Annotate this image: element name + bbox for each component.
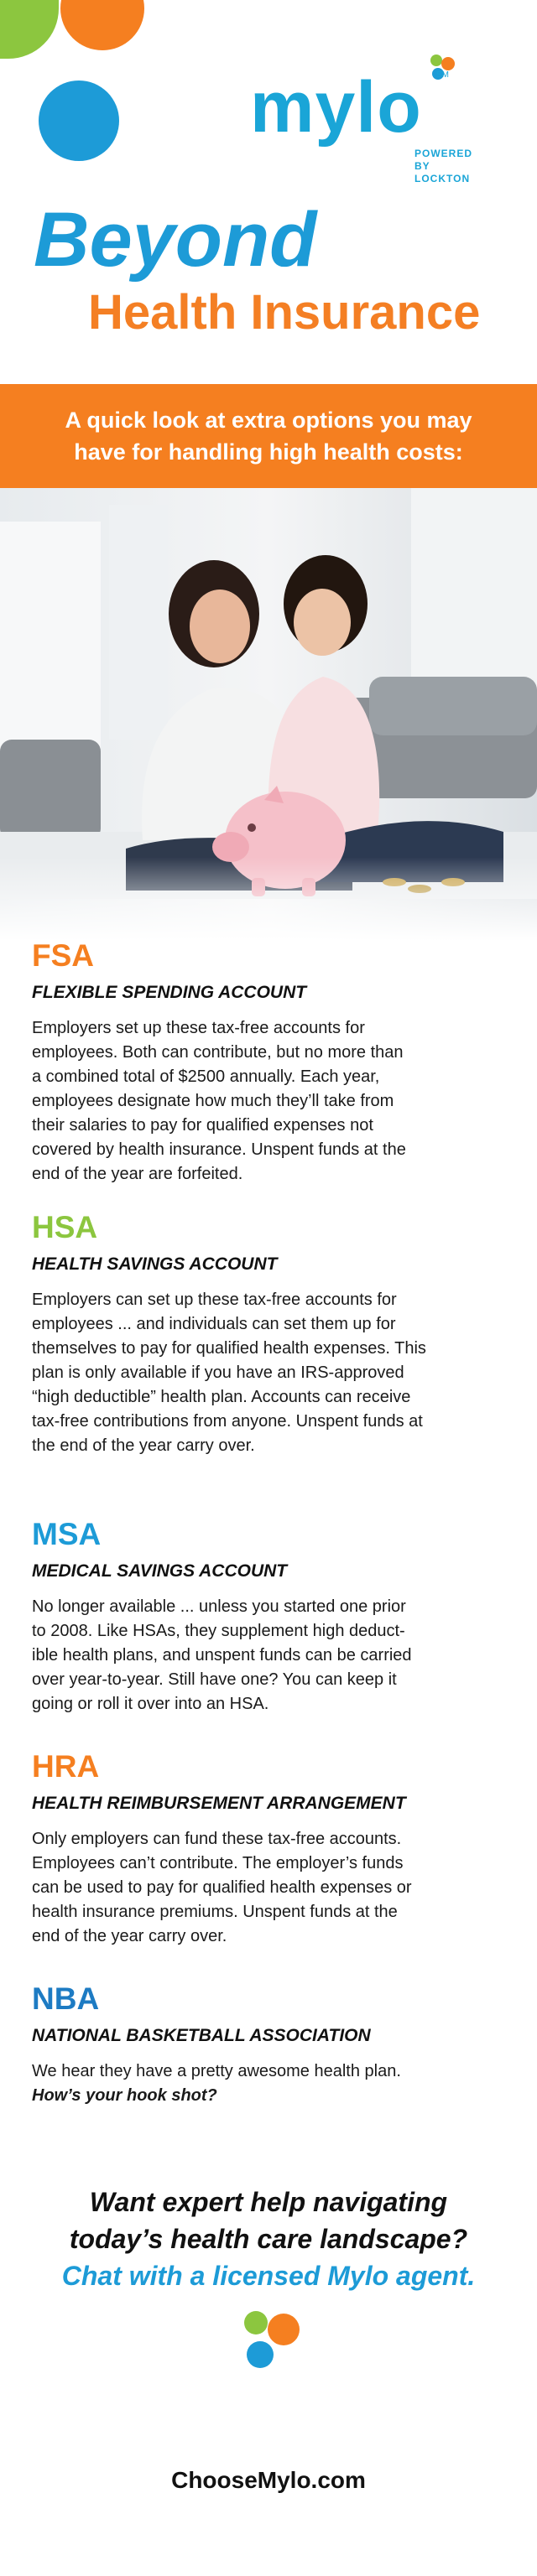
section-hsa-name: HEALTH SAVINGS ACCOUNT: [32, 1254, 278, 1274]
section-fsa: [32, 937, 510, 1187]
logo-service-mark: SM: [436, 70, 449, 80]
logo-tagline-line1: POWERED: [414, 148, 473, 159]
section-nba-description: [32, 2059, 510, 2108]
call-to-action: [0, 2184, 537, 2294]
fsa-line: their salaries to pay for qualified expenses not: [32, 1116, 373, 1135]
section-nba-name: NATIONAL BASKETBALL ASSOCIATION: [32, 2026, 371, 2045]
msa-line: to 2008. Like HSAs, they supplement high deduct-: [32, 1622, 405, 1640]
hsa-line: “high deductible” health plan. Accounts can receive: [32, 1388, 411, 1406]
mylo-dots-icon: [235, 2304, 310, 2380]
cta-line1: Want expert help navigating: [89, 2187, 448, 2217]
mother-daughter-piggy-bank-photo: [0, 488, 537, 941]
hsa-line: plan is only available if you have an IRS-approved: [32, 1363, 404, 1382]
msa-line: No longer available ... unless you started one prior: [32, 1597, 406, 1616]
intro-banner: [0, 384, 537, 488]
chat-agent-link[interactable]: Chat with a licensed Mylo agent.: [61, 2261, 476, 2291]
section-hra-description: [32, 1827, 510, 1949]
section-hsa: [32, 1209, 510, 1458]
nba-line: We hear they have a pretty awesome health plan.: [32, 2062, 401, 2080]
msa-line: over year-to-year. Still have one? You can keep it: [32, 1670, 397, 1689]
green-circle-decoration: [0, 0, 59, 59]
section-hsa-abbr: HSA: [32, 1210, 98, 1244]
hsa-line: the end of the year carry over.: [32, 1436, 255, 1455]
hsa-line: tax-free contributions from anyone. Unspent funds at: [32, 1412, 423, 1431]
hra-line: health insurance premiums. Unspent funds at the: [32, 1903, 398, 1921]
fsa-line: covered by health insurance. Unspent funds at the: [32, 1140, 406, 1159]
cta-line2: today’s health care landscape?: [69, 2224, 468, 2254]
msa-line: going or roll it over into an HSA.: [32, 1695, 269, 1713]
fsa-line: end of the year are forfeited.: [32, 1165, 243, 1183]
section-hra: [32, 1748, 510, 1949]
section-nba: [32, 1981, 510, 2108]
section-hra-abbr: HRA: [32, 1749, 100, 1784]
hsa-line: employees ... and individuals can set them up for: [32, 1315, 396, 1333]
hra-line: Only employers can fund these tax-free accounts.: [32, 1830, 402, 1848]
hra-line: Employees can’t contribute. The employer’s funds: [32, 1854, 404, 1872]
logo-wordmark: mylo: [250, 67, 422, 148]
hra-line: can be used to pay for qualified health expenses or: [32, 1878, 412, 1897]
section-fsa-abbr: FSA: [32, 938, 94, 973]
logo-tagline: [414, 148, 477, 185]
section-nba-abbr: NBA: [32, 1981, 100, 2016]
hsa-line: Employers can set up these tax-free accounts for: [32, 1291, 397, 1309]
nba-emphasis: How’s your hook shot?: [32, 2086, 217, 2105]
mylo-logo[interactable]: [250, 65, 477, 184]
intro-banner-line2: have for handling high health costs:: [74, 439, 463, 465]
section-hra-name: HEALTH REIMBURSEMENT ARRANGEMENT: [32, 1794, 406, 1813]
page-title-line1: Beyond: [34, 197, 317, 283]
fsa-line: employees. Both can contribute, but no more than: [32, 1043, 404, 1062]
section-msa: [32, 1516, 510, 1716]
intro-banner-line1: A quick look at extra options you may: [65, 408, 472, 433]
section-msa-abbr: MSA: [32, 1517, 102, 1551]
logo-tagline-line2: BY LOCKTON: [414, 160, 471, 184]
page-title-line2: Health Insurance: [88, 285, 481, 340]
blue-circle-decoration: [39, 80, 119, 161]
hra-line: end of the year carry over.: [32, 1927, 227, 1945]
fsa-line: employees designate how much they’ll take from: [32, 1092, 394, 1110]
logo-dots-icon: [426, 52, 460, 86]
fsa-line: a combined total of $2500 annually. Each year,: [32, 1067, 380, 1086]
fsa-line: Employers set up these tax-free accounts for: [32, 1019, 365, 1037]
section-fsa-description: [32, 1016, 510, 1187]
hsa-line: themselves to pay for qualified health expenses. This: [32, 1339, 426, 1358]
section-msa-name: MEDICAL SAVINGS ACCOUNT: [32, 1561, 288, 1581]
section-fsa-name: FLEXIBLE SPENDING ACCOUNT: [32, 983, 307, 1002]
msa-line: ible health plans, and unspent funds can be carried: [32, 1646, 412, 1665]
section-msa-description: [32, 1595, 510, 1716]
section-hsa-description: [32, 1288, 510, 1458]
website-link[interactable]: ChooseMylo.com: [171, 2467, 366, 2493]
orange-circle-decoration: [60, 0, 144, 50]
